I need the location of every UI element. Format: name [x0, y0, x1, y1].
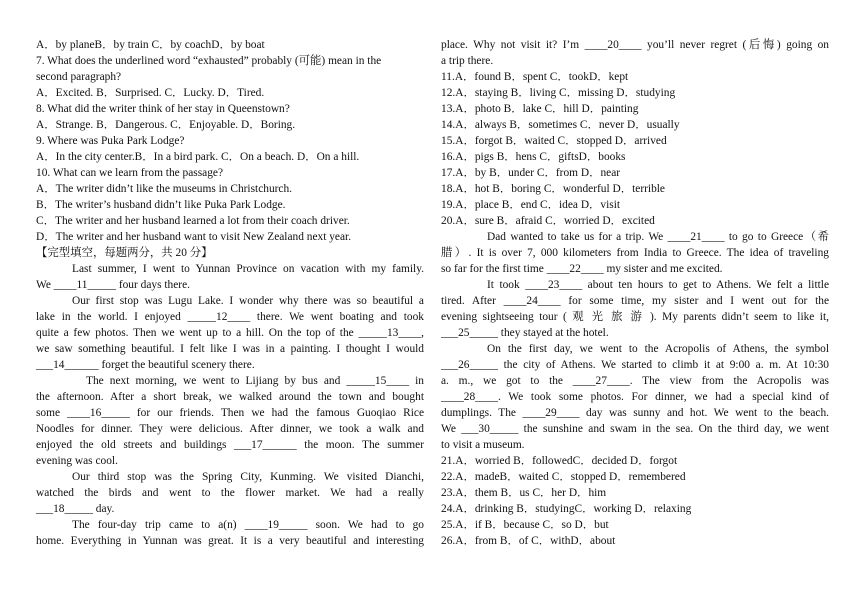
passage-continuation [441, 37, 829, 69]
passage-line: 腊）. It is over 7, 000 kilometers from India to Greece. The idea of traveling [441, 247, 829, 259]
passage-line: lake in the world. I enjoyed _____12____ there. We went boating and took [36, 311, 424, 323]
right-column [441, 37, 829, 549]
passage-line: watched the birds and went to the flower market. We had a really [36, 487, 424, 499]
second-cloze-passage [441, 229, 829, 453]
passage-line: We ___30_____ the sunshine and swam in the sea. On the third day, we went [441, 423, 829, 435]
option-line: 18.A．hot B．boring C．wonderful D．terrible [441, 183, 665, 195]
option-line: 26.A．from B．of C．withD．about [441, 535, 616, 547]
option-line: 20.A．sure B．afraid C．worried D．excited [441, 215, 655, 227]
passage-line: Our first stop was Lugu Lake. I wonder why there was so beautiful a [72, 295, 424, 307]
passage-line: the afternoon. After a short break, we walked around the town and bought [36, 391, 424, 403]
cloze-passage [36, 261, 424, 549]
option-line: 23.A．them B．us C．her D．him [441, 487, 607, 499]
passage-line: enjoyed the old streets and buildings ___17______ the moon. The summer [36, 439, 424, 451]
option-line: 16.A．pigs B．hens C．giftsD．books [441, 151, 626, 163]
question-line: 9. Where was Puka Park Lodge? [36, 135, 185, 147]
cloze-section-heading: 【完型填空，每题两分，共 20 分】 [36, 247, 213, 259]
passage-line: a. m., we got to the ____27____. The view from the Acropolis was [441, 375, 829, 387]
option-line: 25.A．if B．because C．so D．but [441, 519, 609, 531]
option-line: 14.A．always B．sometimes C．never D．usually [441, 119, 680, 131]
question-line: A．Strange. B．Dangerous. C．Enjoyable. D．Boring. [36, 119, 296, 131]
passage-line: we saw something beautiful. I felt like I was in a painting. I thought I would [36, 343, 424, 355]
passage-line: evening was cool. [36, 455, 118, 467]
passage-line: The four-day trip came to a(n) ____19_____ soon. We had to go [72, 519, 424, 531]
question-line: 7. What does the underlined word “exhausted” probably (可能) mean in the [36, 55, 382, 67]
passage-line: dumplings. The ____29____ day was sunny and hot. We went to the beach. [441, 407, 829, 419]
passage-line: ____28____. We took some photos. For dinner, we had a special kind of [441, 391, 829, 403]
option-line: 11.A．found B．spent C．tookD．kept [441, 71, 629, 83]
passage-line: We ____11_____ four days there. [36, 279, 190, 291]
passage-line: On the first day, we went to the Acropolis of Athens, the symbol [487, 343, 829, 355]
left-column [36, 37, 424, 549]
passage-line: home. Everything in Yunnan was great. It is a very beautiful and interesting [36, 535, 424, 547]
passage-line: to visit a museum. [441, 439, 525, 451]
passage-line: ___25_____ they stayed at the hotel. [441, 327, 609, 339]
passage-line: Last summer, I went to Yunnan Province on vacation with my family. [72, 263, 424, 275]
question-line: second paragraph? [36, 71, 122, 83]
option-line: 17.A．by B．under C．from D．near [441, 167, 621, 179]
passage-line: evening sightseeing tour ( 观 光 旅 游 ). My parents didn’t seem to like it, [441, 311, 829, 323]
passage-line: a trip there. [441, 55, 494, 67]
option-line: 19.A．place B．end C．idea D．visit [441, 199, 621, 211]
passage-line: Dad wanted to take us for a trip. We ____21____ to go to Greece（希 [487, 231, 829, 243]
passage-line: tired. After ____24____ for some time, my sister and I went out for the [441, 295, 829, 307]
passage-line: Our third stop was the Spring City, Kunming. We visited Dianchi, [72, 471, 424, 483]
question-line: 8. What did the writer think of her stay in Queenstown? [36, 103, 290, 115]
option-line: 15.A．forgot B．waited C．stopped D．arrived [441, 135, 667, 147]
option-line: 22.A．madeB．waited C．stopped D．remembered [441, 471, 686, 483]
option-line: 12.A．staying B．living C．missing D．studying [441, 87, 676, 99]
option-line: 13.A．photo B．lake C．hill D．painting [441, 103, 639, 115]
passage-line: The next morning, we went to Lijiang by bus and _____15____ in [86, 375, 424, 387]
question-line: A．The writer didn’t like the museums in Christchurch. [36, 183, 293, 195]
question-line: A．Excited. B．Surprised. C．Lucky. D．Tired. [36, 87, 265, 99]
option-line: 24.A．drinking B．studyingC．working D．relaxing [441, 503, 692, 515]
cloze-options-21-26 [441, 453, 829, 549]
passage-line: some ____16_____ for our friends. Then we had the famous Guoqiao Rice [36, 407, 424, 419]
option-line: 21.A．worried B．followedC．decided D．forgot [441, 455, 678, 467]
question-line: B．The writer’s husband didn’t like Puka Park Lodge. [36, 199, 286, 211]
passage-line: It took ____23____ about ten hours to get to Athens. We felt a little [487, 279, 829, 291]
cloze-options-11-20 [441, 69, 829, 229]
question-line: A．In the city center.B．In a bird park. C．On a beach. D．On a hill. [36, 151, 360, 163]
passage-line: place. Why not visit it? I’m ____20____ you’ll never regret (后悔) going on [441, 39, 829, 51]
passage-line: Noodles for dinner. They were delicious. After dinner, we took a walk and [36, 423, 424, 435]
question-line: C．The writer and her husband learned a lot from their coach driver. [36, 215, 350, 227]
passage-line: so far for the first time ____22____ my sister and me excited. [441, 263, 723, 275]
passage-line: ___14______ forget the beautiful scenery there. [36, 359, 255, 371]
reading-questions [36, 37, 424, 245]
question-line: D．The writer and her husband want to visit New Zealand next year. [36, 231, 352, 243]
question-line: A．by planeB．by train C．by coachD．by boat [36, 39, 265, 51]
question-line: 10. What can we learn from the passage? [36, 167, 224, 179]
passage-line: quite a few photos. Then we went up to a hill. On the top of the _____13____, [36, 327, 424, 339]
passage-line: ___18_____ day. [36, 503, 115, 515]
passage-line: ___26_____ the city of Athens. We started to climb it at 9:00 a. m. At 10:30 [441, 359, 829, 371]
